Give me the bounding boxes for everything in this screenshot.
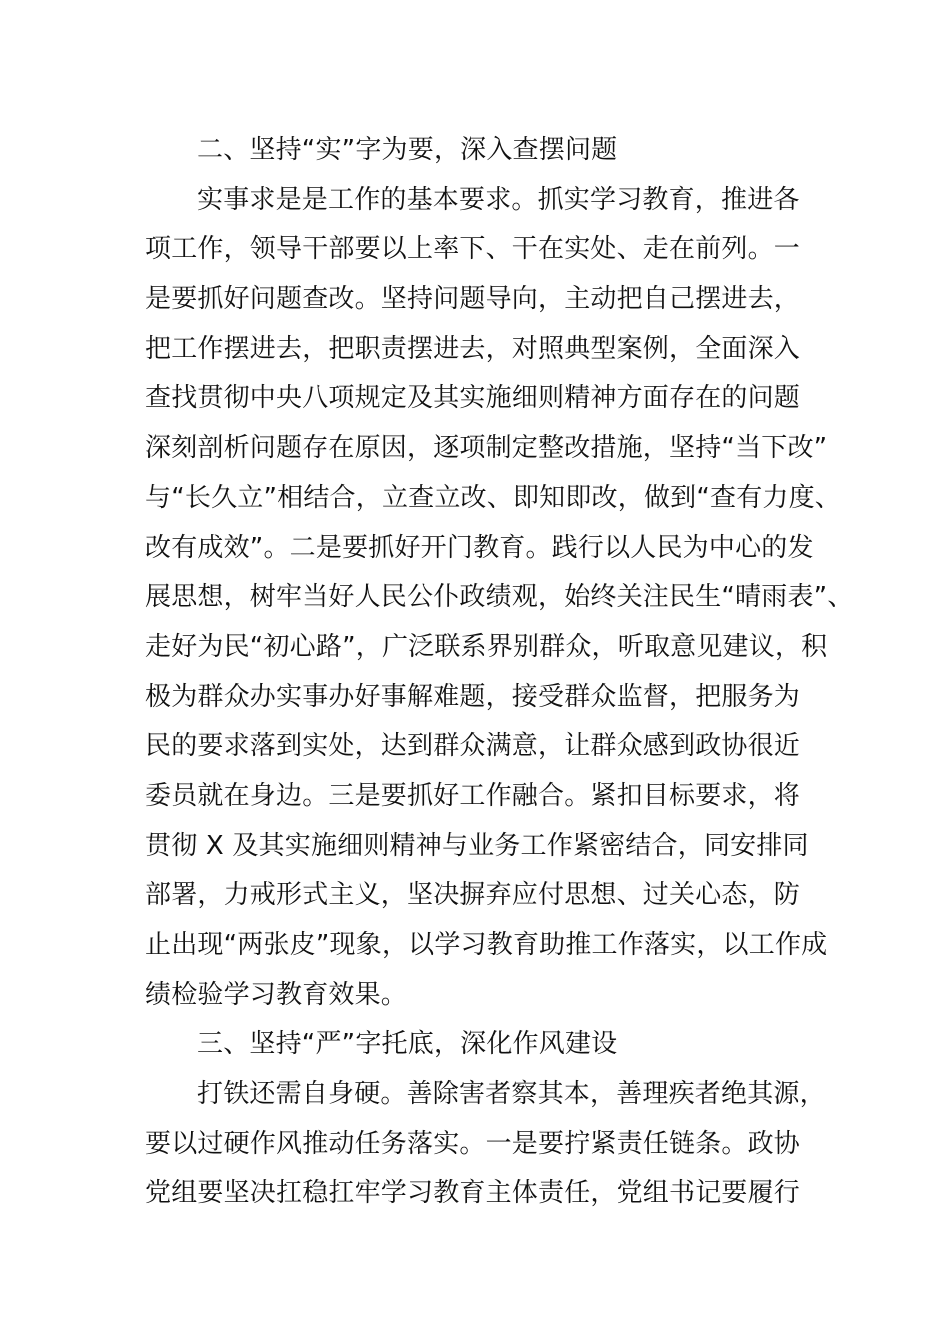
paragraph-line: 把工作摆进去，把职责摆进去，对照典型案例，全面深入 — [145, 333, 801, 364]
paragraph-line: 实事求是是工作的基本要求。抓实学习教育，推进各 — [197, 184, 800, 215]
paragraph-line: 止出现“两张皮”现象，以学习教育助推工作落实，以工作成 — [145, 930, 828, 960]
paragraph-line: 深刻剖析问题存在原因，逐项制定整改措施，坚持“当下改” — [145, 433, 828, 464]
paragraph-line: 改有成效”。二是要抓好开门教育。践行以人民为中心的发 — [145, 532, 814, 563]
paragraph-line: 走好为民“初心路”，广泛联系界别群众，听取意见建议，积 — [145, 631, 828, 662]
paragraph-line: 贯彻 X 及其实施细则精神与业务工作紧密结合，同安排同 — [145, 830, 809, 861]
paragraph-line: 项工作，领导干部要以上率下、干在实处、走在前列。一 — [145, 234, 801, 265]
section-heading-2: 二、坚持“实”字为要，深入查摆问题 — [197, 135, 618, 165]
paragraph-line: 展思想，树牢当好人民公仆政绩观，始终关注民生“晴雨表”、 — [145, 582, 854, 613]
paragraph-line: 绩检验学习教育效果。 — [145, 979, 408, 1010]
paragraph-line: 党组要坚决扛稳扛牢学习教育主体责任，党组书记要履行 — [145, 1178, 801, 1209]
paragraph-line: 与“长久立”相结合，立查立改、即知即改，做到“查有力度、 — [145, 482, 842, 513]
paragraph-line: 委员就在身边。三是要抓好工作融合。紧扣目标要求，将 — [145, 780, 801, 811]
paragraph-line: 极为群众办实事办好事解难题，接受群众监督，把服务为 — [145, 681, 801, 712]
document-body — [145, 126, 854, 1219]
paragraph-line: 是要抓好问题查改。坚持问题导向，主动把自己摆进去， — [145, 284, 801, 315]
paragraph-line: 部署，力戒形式主义，坚决摒弃应付思想、过关心态，防 — [145, 880, 801, 911]
paragraph-line: 打铁还需自身硬。善除害者察其本，善理疾者绝其源， — [197, 1079, 826, 1110]
section-heading-3: 三、坚持“严”字托底，深化作风建设 — [197, 1029, 618, 1060]
paragraph-line: 要以过硬作风推动任务落实。一是要拧紧责任链条。政协 — [145, 1128, 801, 1159]
paragraph-line: 查找贯彻中央八项规定及其实施细则精神方面存在的问题 — [145, 383, 801, 414]
paragraph-line: 民的要求落到实处，达到群众满意，让群众感到政协很近 — [145, 731, 801, 762]
